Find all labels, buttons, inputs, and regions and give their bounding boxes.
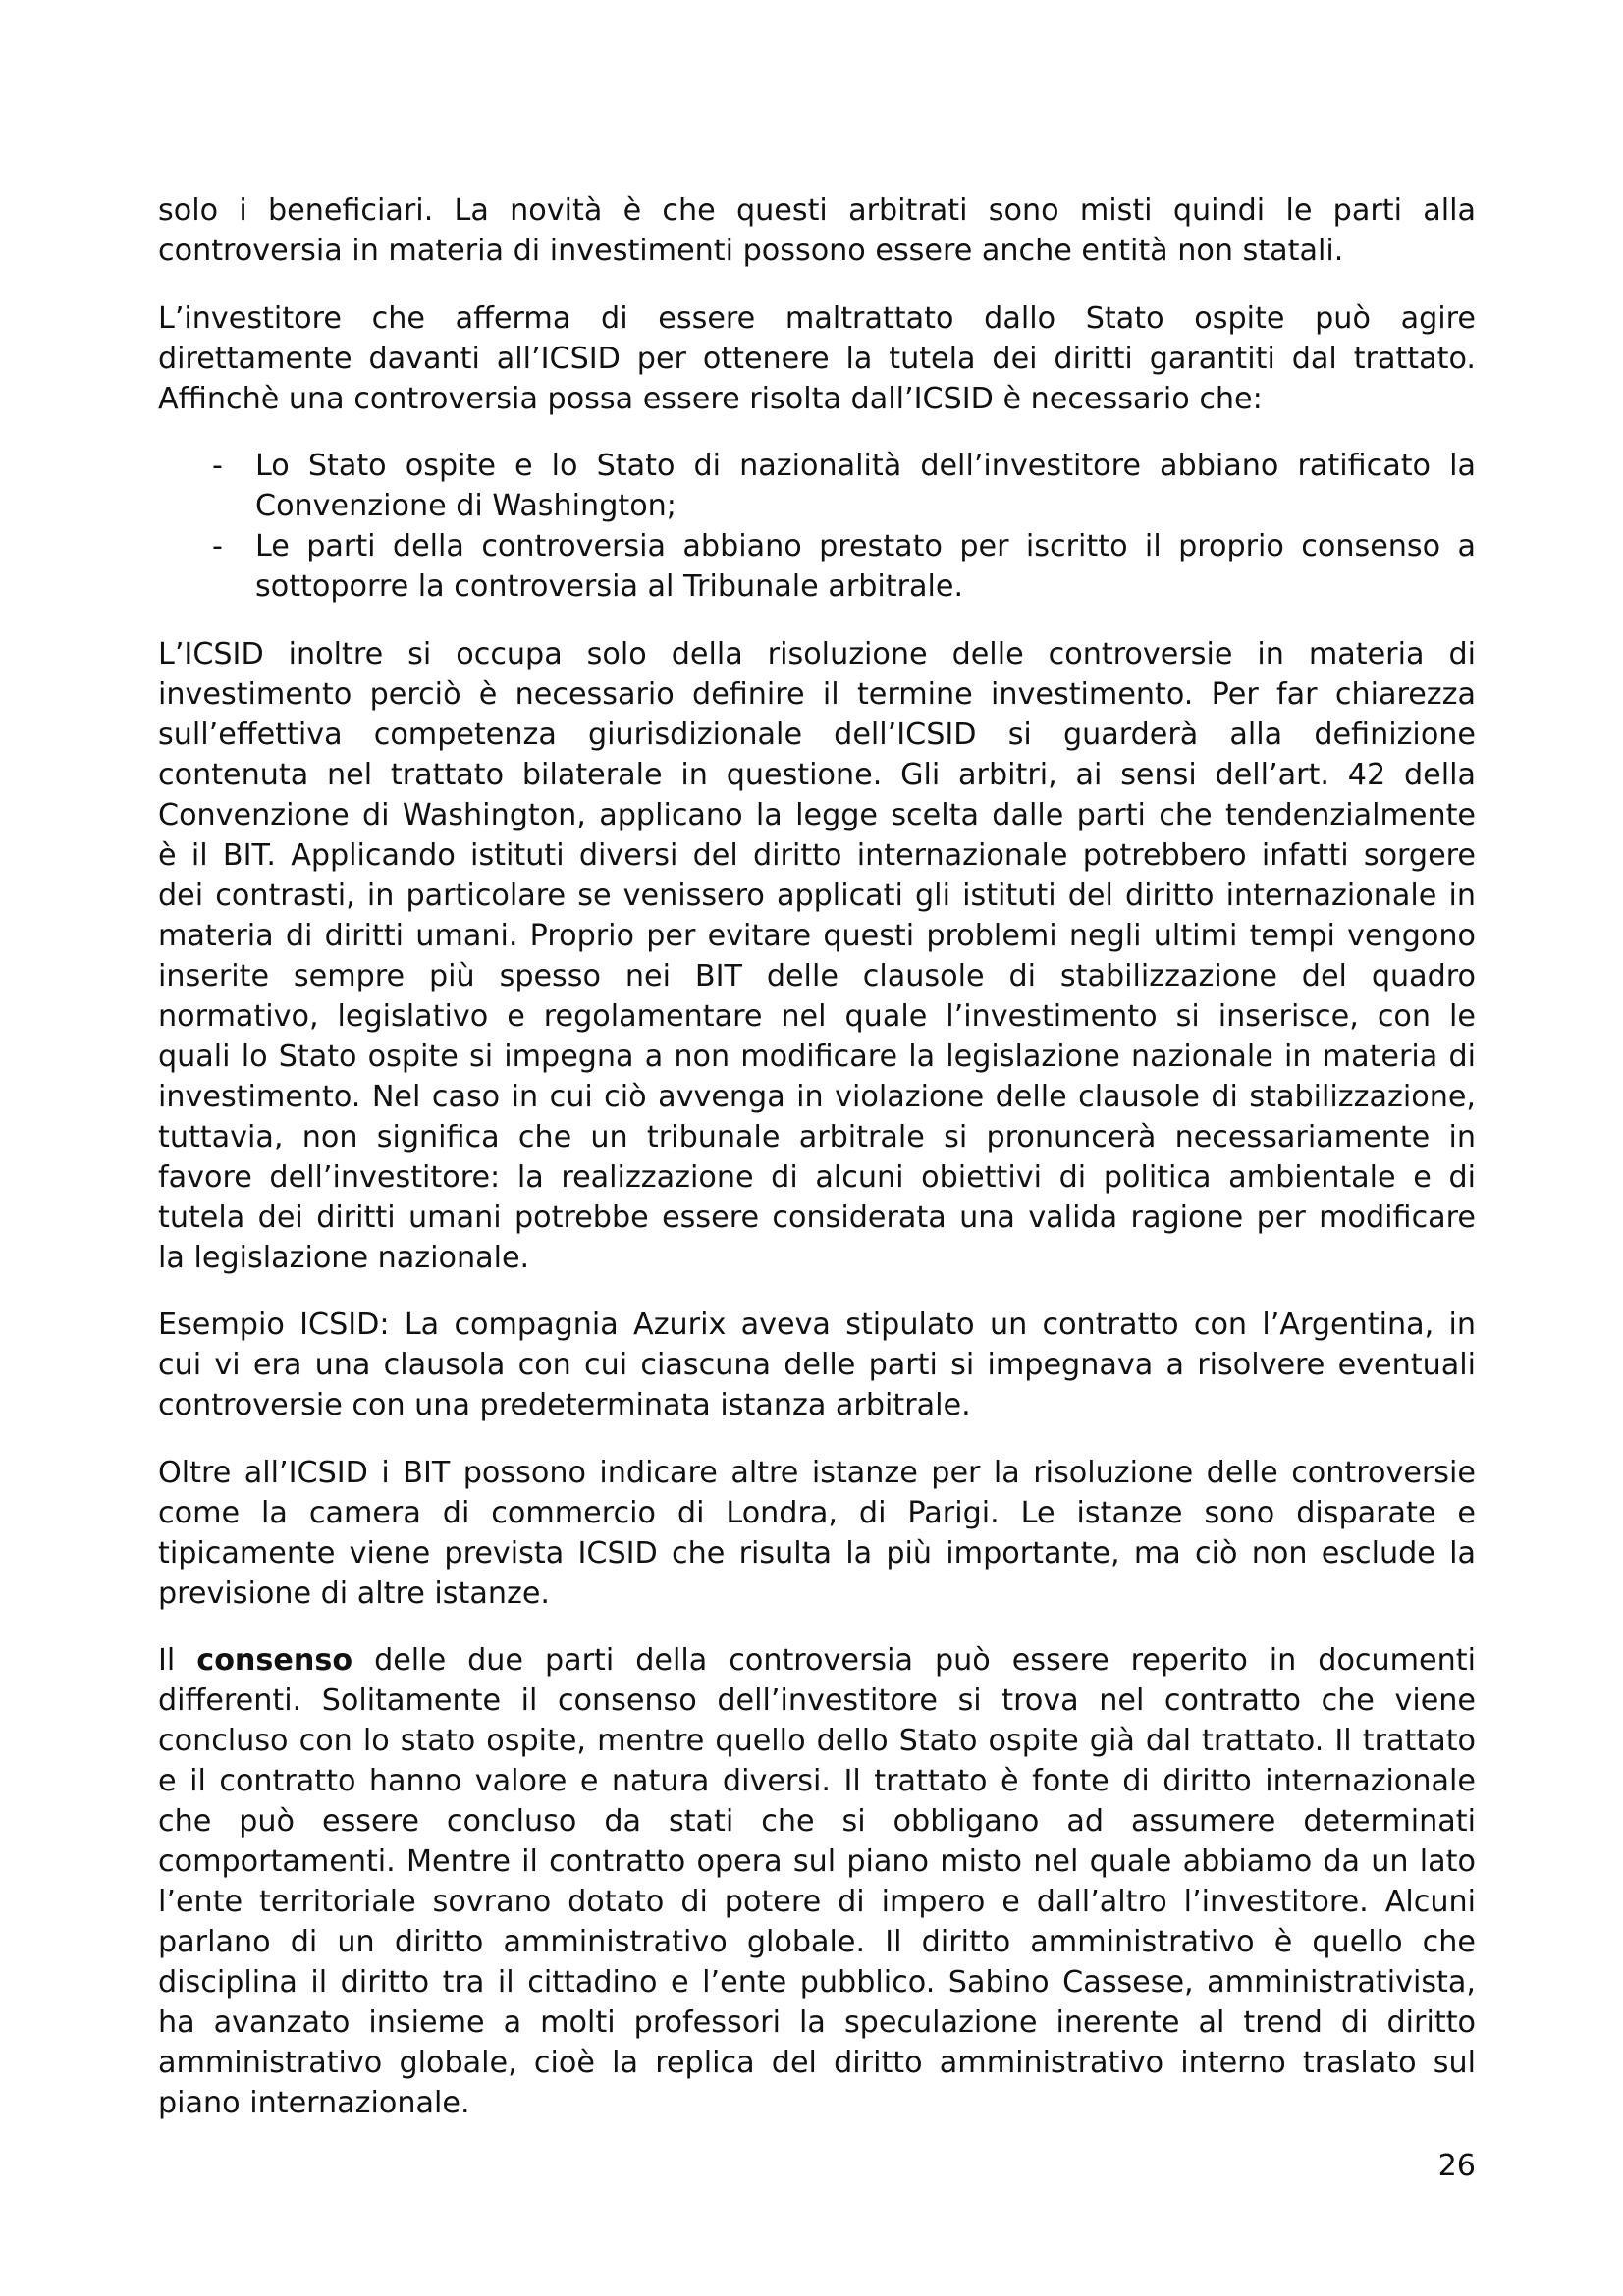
text-line: differenti. Solitamente il consenso dell’investitore si trova nel contratto che viene	[158, 1683, 1476, 1718]
icsid-requirements-list	[158, 446, 1476, 607]
text-line: materia di diritti umani. Proprio per evitare questi problemi negli ultimi tempi vengono	[158, 918, 1476, 953]
text-line: tutela dei diritti umani potrebbe essere considerata una valida ragione per modificare	[158, 1200, 1476, 1235]
list-item-ratifica	[158, 446, 1476, 526]
text-line: solo i beneficiari. La novità è che questi arbitrati sono misti quindi le parti alla	[158, 193, 1476, 228]
text-line: ha avanzato insieme a molti professori la speculazione inerente al trend di diritto	[158, 2005, 1476, 2040]
bold-term-consenso: consenso	[196, 1643, 353, 1678]
list-item-consenso	[158, 526, 1476, 607]
text-line: Le parti della controversia abbiano prestato per iscritto il proprio consenso a	[255, 529, 1476, 563]
paragraph-consenso	[158, 1640, 1476, 2123]
paragraph-beneficiari	[158, 190, 1476, 271]
text-line: controversie con una predeterminata istanza arbitrale.	[158, 1388, 971, 1422]
text-line: la legislazione nazionale.	[158, 1240, 530, 1275]
text-line: L’investitore che afferma di essere maltrattato dallo Stato ospite può agire	[158, 300, 1476, 336]
text-lead: Il	[158, 1643, 176, 1678]
text-line: parlano di un diritto amministrativo globale. Il diritto amministrativo è quello che	[158, 1925, 1476, 1959]
text-line: inserite sempre più spesso nei BIT delle clausole di stabilizzazione del quadro	[158, 958, 1476, 993]
paragraph-altre-istanze	[158, 1453, 1476, 1614]
text-line: controversia in materia di investimenti possono essere anche entità non statali.	[158, 234, 1344, 268]
text-line: contenuta nel trattato bilaterale in questione. Gli arbitri, ai sensi dell’art. 42 della	[158, 757, 1476, 792]
text-line: che può essere concluso da stati che si obbligano ad assumere determinati	[158, 1804, 1476, 1839]
text-line: Convenzione di Washington, applicano la legge scelta dalle parti che tendenzialmente	[158, 797, 1476, 832]
paragraph-esempio-azurix	[158, 1305, 1476, 1425]
list-bullet: -	[212, 529, 223, 563]
body-text	[158, 190, 1476, 2151]
text-line: Oltre all’ICSID i BIT possono indicare altre istanze per la risoluzione delle controversie	[158, 1455, 1476, 1490]
text-line: quali lo Stato ospite si impegna a non modificare la legislazione nazionale in materia di	[158, 1039, 1476, 1074]
text-line: concluso con lo stato ospite, mentre quello dello Stato ospite già dal trattato. Il trattato	[158, 1724, 1476, 1758]
text-line: è il BIT. Applicando istituti diversi del diritto internazionale potrebbero infatti sorgere	[158, 837, 1476, 873]
text-line: investimento perciò è necessario definire il termine investimento. Per far chiarezza	[158, 676, 1476, 712]
text-line: Affinchè una controversia possa essere risolta dall’ICSID è necessario che:	[158, 381, 1263, 416]
paragraph-investitore-icsid	[158, 298, 1476, 419]
text-line: direttamente davanti all’ICSID per ottenere la tutela dei diritti garantiti dal trattato.	[158, 341, 1476, 376]
text-line: previsione di altre istanze.	[158, 1575, 550, 1611]
text-line: dei contrasti, in particolare se venissero applicati gli istituti del diritto internazionale in	[158, 878, 1476, 913]
text-line: l’ente territoriale sovrano dotato di potere di impero e dall’altro l’investitore. Alcuni	[158, 1885, 1476, 1919]
text-line: normativo, legislativo e regolamentare nel quale l’investimento si inserisce, con le	[158, 998, 1476, 1034]
text-line: sottoporre la controversia al Tribunale arbitrale.	[255, 569, 964, 604]
text-line: piano internazionale.	[158, 2086, 470, 2120]
text-line: comportamenti. Mentre il contratto opera sul piano misto nel quale abbiamo da un lato	[158, 1844, 1476, 1879]
text-line	[158, 1640, 1476, 1681]
list-bullet: -	[212, 449, 223, 483]
text-line: e il contratto hanno valore e natura diversi. Il trattato è fonte di diritto internazionale	[158, 1764, 1476, 1798]
text-line: amministrativo globale, cioè la replica del diritto amministrativo interno traslato sul	[158, 2046, 1476, 2080]
paragraph-definizione-investimento	[158, 634, 1476, 1278]
text-line: Lo Stato ospite e lo Stato di nazionalità dell’investitore abbiano ratificato la	[255, 449, 1476, 483]
text-line: L’ICSID inoltre si occupa solo della risoluzione delle controversie in materia di	[158, 636, 1476, 671]
text-rest: delle due parti della controversia può essere reperito in documenti	[374, 1643, 1476, 1678]
text-line: Esempio ICSID: La compagnia Azurix aveva stipulato un contratto con l’Argentina, in	[158, 1308, 1476, 1342]
text-line: favore dell’investitore: la realizzazione di alcuni obiettivi di politica ambientale e di	[158, 1159, 1476, 1195]
page-number: 26	[1437, 2149, 1476, 2183]
text-line: Convenzione di Washington;	[255, 489, 676, 523]
text-line: come la camera di commercio di Londra, di Parigi. Le istanze sono disparate e	[158, 1495, 1476, 1530]
text-line: disciplina il diritto tra il cittadino e l’ente pubblico. Sabino Cassese, amministrativista,	[158, 1965, 1476, 2000]
text-line: tipicamente viene prevista ICSID che risulta la più importante, ma ciò non esclude la	[158, 1535, 1476, 1571]
text-line: tuttavia, non significa che un tribunale arbitrale si pronuncerà necessariamente in	[158, 1119, 1476, 1154]
text-line: cui vi era una clausola con cui ciascuna delle parti si impegnava a risolvere eventuali	[158, 1348, 1476, 1382]
text-line: sull’effettiva competenza giurisdizionale dell’ICSID si guarderà alla definizione	[158, 717, 1476, 752]
text-line: investimento. Nel caso in cui ciò avvenga in violazione delle clausole di stabilizzazione,	[158, 1079, 1476, 1114]
